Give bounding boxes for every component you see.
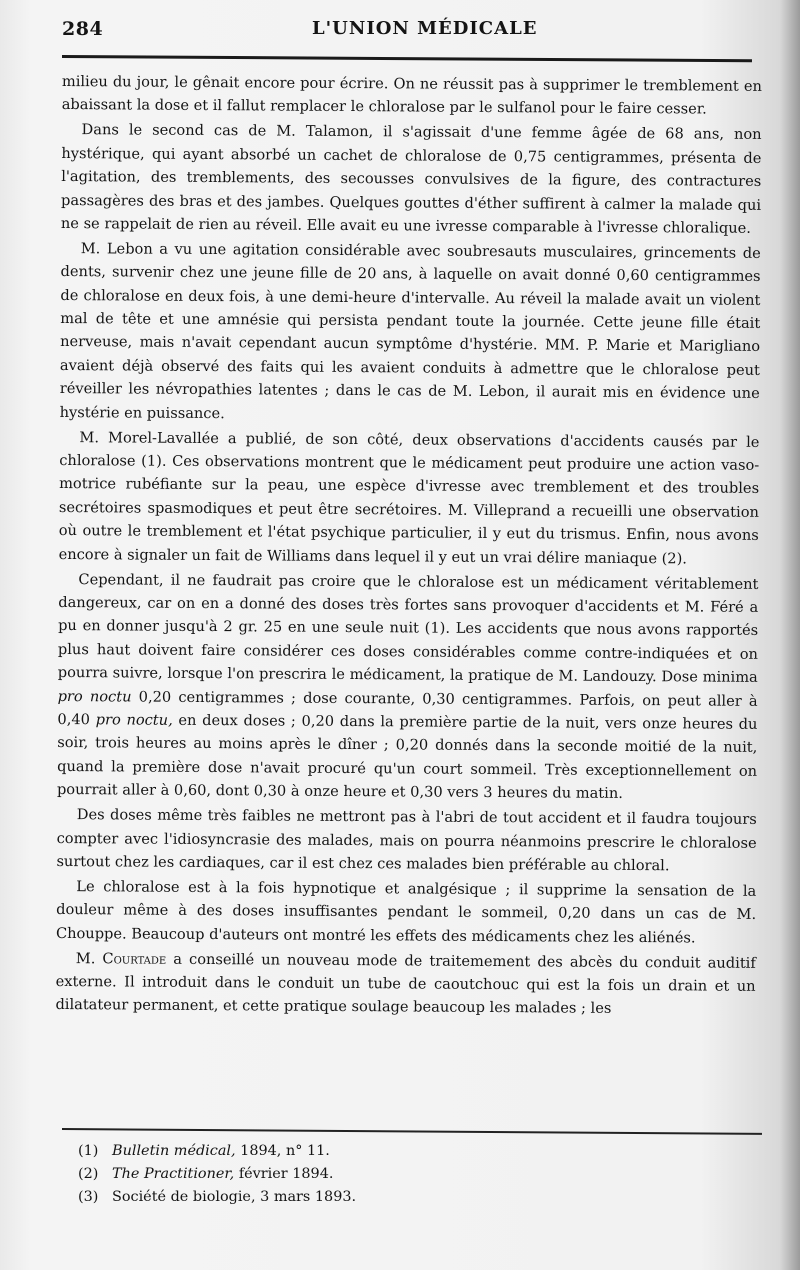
footnote-number: (3) [78,1189,99,1205]
paragraph-2: Dans le second cas de M. Talamon, il s'agissait d'une femme âgée de 68 ans, non hystérique, qui ayant absorbé un cachet de chloralose de 0,75 centigrammes, présenta de l'agitation, des tremblements, des secousses convulsives de la figure, des contractures passagères des bras et des jambes. Quelques gouttes d'éther suffirent à calmer la malade qui ne se rappelait de rien au réveil. Elle avait eu une ivresse comparable à l'ivresse chloralique. [60,121,762,237]
footnote-rule [62,1128,762,1135]
footnote-source: Bulletin médical, [112,1143,236,1159]
footnote-source: The Practitioner, [112,1166,235,1182]
paragraph-8 [55,947,755,1022]
footnote-number: (2) [78,1166,99,1182]
latin-term: pro noctu [57,687,132,706]
paragraph-5-part-2: 0,20 centigrammes ; dose courante, 0,30 centigrammes. Parfois, on peut aller à 0,40 [57,688,758,729]
footnote-detail: Société de biologie, 3 mars 1893. [112,1189,357,1205]
footnote-number: (1) [78,1143,99,1159]
footnote-detail: février 1894. [234,1166,334,1182]
paragraph-4: M. Morel-Lavallée a publié, de son côté, deux observations d'accidents causés par le chloralose (1). Ces observations montrent que le médicament peut produire une action vaso-motrice rubéfiante sur la peau, une espèce d'ivresse avec tremblement et des troubles secrétoires spasmodiques et peut être secrétoires. M. Villeprand a recueilli une observation où outre le tremblement et l'état psychique particulier, il y eut du trismus. Enfin, nous avons encore à signaler un fait de Williams dans lequel il y eut un vrai délire maniaque (2). [58,428,760,567]
paragraph-1: milieu du jour, le gênait encore pour écrire. On ne réussit pas à supprimer le tremblement en abaissant la dose et il fallut remplacer le chloralose par le sulfanol pour le faire cesser. [61,72,762,118]
paragraph-5-part-3: en deux doses ; 0,20 dans la première partie de la nuit, vers onze heures du soir, trois heures au moins après le dîner ; 0,20 donnés dans la seconde moitié de la nuit, quand la première dose n'avait procuré qu'un court sommeil. Très exceptionnellement on pourrait aller à 0,60, dont 0,30 à onze heure et 0,30 vers 3 heures du matin. [56,711,758,803]
footnote-1 [78,1140,758,1163]
page-number: 284 [62,18,104,40]
page-header [62,18,752,48]
paragraph-5-part-1: Cependant, il ne faudrait pas croire que le chloralose est un médicament véritablement dangereux, car on en a donné des doses très fortes sans provoquer d'accidents et M. Féré a pu en donner jusqu'à 2 gr. 25 en une seule nuit (1). Les accidents que nous avons rapportés plus haut doivent faire considérer ces doses considérables comme contre-indiquées et on pourra suivre, lorsque l'on prescrira le médicament, la pratique de M. Landouzy. Dose minima [57,570,759,687]
author-name: M. Courtade [75,949,167,968]
body-text [55,70,762,1023]
footnote-2 [78,1163,758,1186]
footnote-3 [78,1186,758,1209]
footnote-detail: 1894, n° 11. [235,1143,330,1159]
running-title: L'UNION MÉDICALE [312,18,538,39]
paragraph-8-text: a conseillé un nouveau mode de traitemement des abcès du conduit auditif externe. Il introduit dans le conduit un tube de caoutchouc qui est la fois un drain et un dilatateur permanent, et cette pratique soulage beaucoup les malades ; les [55,950,756,1018]
paragraph-5 [57,568,759,807]
latin-term: pro noctu, [95,711,173,729]
header-rule [62,55,752,62]
footnotes [78,1140,758,1209]
paragraph-7: Le chloralose est à la fois hypnotique et analgésique ; il supprime la sensation de la douleur même à des doses insuffisantes pendant le sommeil, 0,20 dans un cas de M. Chouppe. Beaucoup d'auteurs ont montré les effets des médicaments chez les aliénés. [55,877,757,947]
paragraph-6: Des doses même très faibles ne mettront pas à l'abri de tout accident et il faudra toujours compter avec l'idiosyncrasie des malades, mais on pourra néanmoins prescrire le chloralose surtout chez les cardiaques, car il est chez ces malades bien préférable au chloral. [56,806,757,875]
paragraph-3: M. Lebon a vu une agitation considérable avec soubresauts musculaires, grincements de dents, survenir chez une jeune fille de 20 ans, à laquelle on avait donné 0,60 centigrammes de chloralose en deux fois, à une demi-heure d'intervalle. Au réveil la malade avait un violent mal de tête et une amnésie qui persista pendant toute la journée. Cette jeune fille était nerveuse, mais n'avait cependant aucun symptôme d'hystérie. MM. P. Marie et Marigliano avaient déjà observé des faits qui les avaient conduits à admettre que le chloralose peut réveiller les névropathies latentes ; dans le cas de M. Lebon, il aurait mis en évidence une hystérie en puissance. [59,239,761,422]
